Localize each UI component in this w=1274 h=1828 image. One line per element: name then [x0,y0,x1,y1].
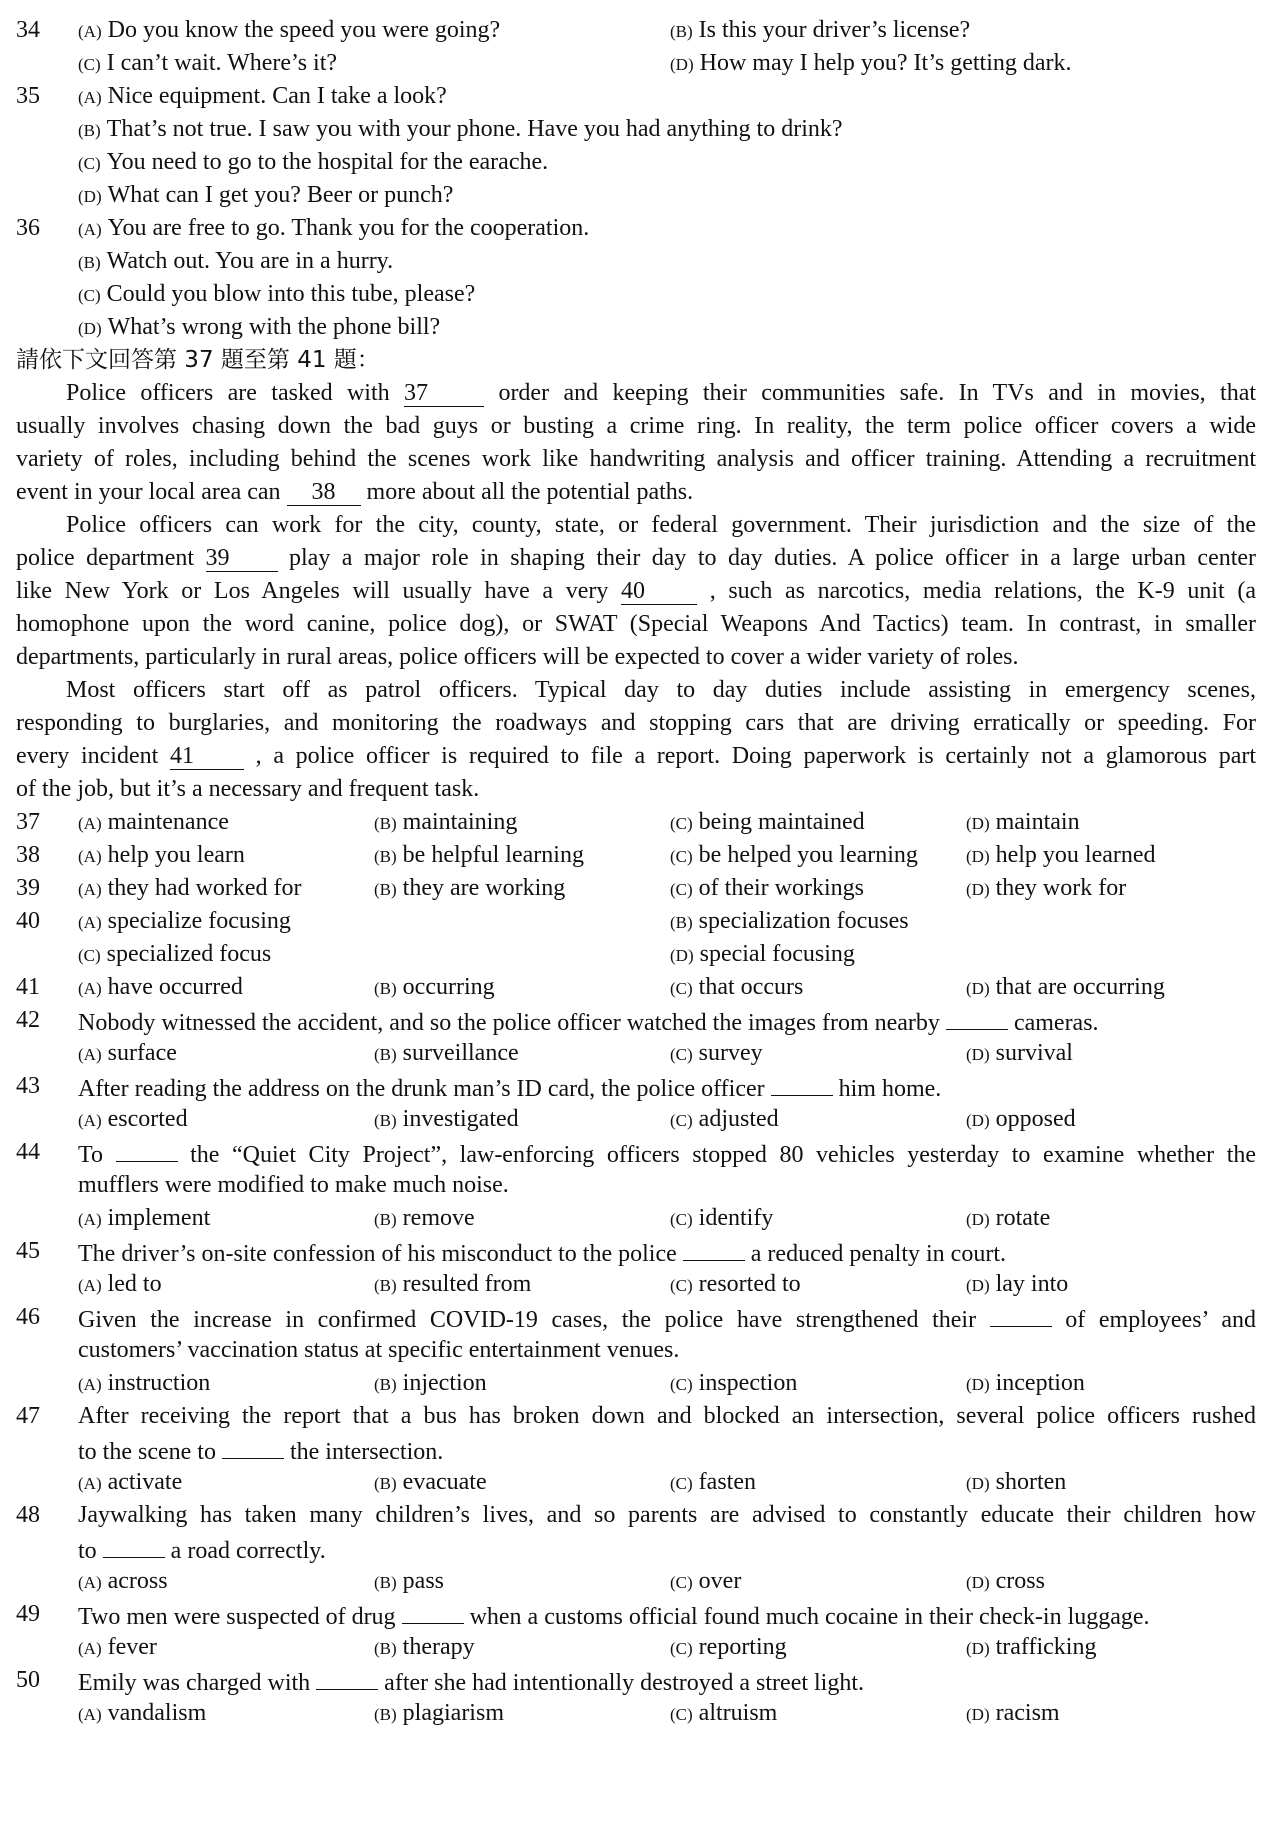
question-number: 35 [16,83,40,109]
option-d: (D) rotate [966,1205,1051,1231]
option-d: (D) How may I help you? It’s getting dark. [670,50,1072,76]
question-number: 37 [16,809,40,835]
blank-38: 38 [287,479,361,506]
option-a: (A) maintenance [78,809,229,835]
question-44 [0,1136,1256,1235]
passage-line: police department 39 play a major role in shaping their day to day duties. A police officer in a large urban center [16,545,1257,571]
instruction-text: 請依下文回答第 37 題至第 41 題： [16,347,380,373]
blank-39: 39 [206,545,278,572]
passage-line: variety of roles, including behind the scenes work like handwriting analysis and officer training. Attending a recruitment [16,446,1256,472]
option-a: (A) specialize focusing [78,908,291,934]
option-a: (A) implement [78,1205,211,1231]
option-d: (D) racism [966,1700,1060,1726]
question-number: 46 [16,1304,40,1330]
option-c: (C) identify [670,1205,774,1231]
question-stem-cont: mufflers were modified to make much noise. [78,1172,509,1198]
option-b: (B) resulted from [374,1271,532,1297]
answer-blank [683,1235,745,1261]
option-a: (A) Do you know the speed you were going? [78,17,501,43]
question-stem: Two men were suspected of drug when a customs official found much cocaine in their check-in luggage. [78,1598,1256,1631]
option-a: (A) Nice equipment. Can I take a look? [78,83,447,109]
option-a: (A) led to [78,1271,162,1297]
instruction-line [0,344,1256,377]
question-48 [0,1499,1256,1598]
question-36 [0,212,1256,344]
option-b: (B) they are working [374,875,566,901]
question-49 [0,1598,1256,1664]
option-b: (B) maintaining [374,809,518,835]
option-d: (D) special focusing [670,941,855,967]
question-stem: To the “Quiet City Project”, law-enforcing officers stopped 80 vehicles yesterday to examine whether the [78,1136,1256,1169]
option-c: (C) over [670,1568,742,1594]
option-d: (D) survival [966,1040,1073,1066]
option-b: (B) therapy [374,1634,475,1660]
option-d: (D) lay into [966,1271,1069,1297]
blank-40: 40 [621,578,697,605]
option-d: (D) cross [966,1568,1045,1594]
question-stem-cont: to the scene to the intersection. [78,1433,1256,1466]
question-number: 41 [16,974,40,1000]
passage-line: event in your local area can 38 more about all the potential paths. [16,479,694,505]
option-c: (C) fasten [670,1469,756,1495]
option-d: (D) What can I get you? Beer or punch? [78,182,454,208]
answer-blank [990,1301,1052,1327]
option-a: (A) fever [78,1634,157,1660]
question-50 [0,1664,1256,1730]
passage-line: departments, particularly in rural areas, police officers will be expected to cover a wider variety of roles. [16,644,1019,670]
option-b: (B) evacuate [374,1469,487,1495]
question-stem: Jaywalking has taken many children’s lives, and so parents are advised to constantly educate their children how [78,1502,1256,1528]
option-c: (C) survey [670,1040,763,1066]
passage-line: homophone upon the word canine, police dog), or SWAT (Special Weapons And Tactics) team. In contrast, in smaller [16,611,1256,637]
question-number: 48 [16,1502,40,1528]
option-c: (C) Could you blow into this tube, please? [78,281,476,307]
option-b: (B) That’s not true. I saw you with your phone. Have you had anything to drink? [78,116,843,142]
question-35 [0,80,1256,212]
answer-blank [116,1136,178,1162]
answer-blank [222,1433,284,1459]
option-a: (A) instruction [78,1370,211,1396]
option-d: (D) What’s wrong with the phone bill? [78,314,441,340]
question-number: 34 [16,17,40,43]
option-c: (C) of their workings [670,875,864,901]
question-number: 36 [16,215,40,241]
question-43 [0,1070,1256,1136]
option-a: (A) activate [78,1469,183,1495]
blank-37: 37 [404,380,484,407]
question-number: 43 [16,1073,40,1099]
question-number: 45 [16,1238,40,1264]
option-d: (D) that are occurring [966,974,1165,1000]
option-c: (C) being maintained [670,809,865,835]
option-c: (C) You need to go to the hospital for the earache. [78,149,549,175]
option-c: (C) that occurs [670,974,804,1000]
passage-line: usually involves chasing down the bad guys or busting a crime ring. In reality, the term police officer covers a wide [16,413,1256,439]
question-stem-cont: customers’ vaccination status at specific entertainment venues. [78,1337,680,1363]
question-number: 49 [16,1601,40,1627]
option-b: (B) injection [374,1370,487,1396]
question-number: 39 [16,875,40,901]
reading-passage [0,377,1256,806]
passage-line: every incident 41 , a police officer is required to file a report. Doing paperwork is certainly not a glamorous part [16,743,1257,769]
option-d: (D) shorten [966,1469,1067,1495]
question-46 [0,1301,1256,1400]
option-a: (A) vandalism [78,1700,207,1726]
question-stem-cont: to a road correctly. [78,1532,1256,1565]
passage-line: Police officers are tasked with 37 order and keeping their communities safe. In TVs and in movies, that [66,380,1257,406]
option-c: (C) be helped you learning [670,842,918,868]
question-stem: After receiving the report that a bus has broken down and blocked an intersection, several police officers rushed [78,1403,1256,1429]
question-39 [0,872,1256,905]
question-stem: After reading the address on the drunk man’s ID card, the police officer him home. [78,1070,1256,1103]
passage-line: Police officers can work for the city, county, state, or federal government. Their jurisdiction and the size of the [66,512,1256,538]
option-c: (C) altruism [670,1700,778,1726]
option-b: (B) Is this your driver’s license? [670,17,971,43]
option-b: (B) plagiarism [374,1700,504,1726]
question-stem: The driver’s on-site confession of his misconduct to the police a reduced penalty in court. [78,1235,1256,1268]
question-42 [0,1004,1256,1070]
option-a: (A) You are free to go. Thank you for the cooperation. [78,215,590,241]
option-b: (B) Watch out. You are in a hurry. [78,248,394,274]
option-a: (A) surface [78,1040,177,1066]
question-41 [0,971,1256,1004]
question-37 [0,806,1256,839]
question-number: 47 [16,1403,40,1429]
passage-line: like New York or Los Angeles will usually have a very 40 , such as narcotics, media relations, the K-9 unit (a [16,578,1257,604]
passage-line: of the job, but it’s a necessary and frequent task. [16,776,480,802]
option-d: (D) they work for [966,875,1127,901]
question-number: 44 [16,1139,40,1165]
question-40 [0,905,1256,971]
blank-41: 41 [170,743,244,770]
option-b: (B) occurring [374,974,495,1000]
passage-line: Most officers start off as patrol officers. Typical day to day duties include assisting in emergency scenes, [66,677,1256,703]
option-b: (B) specialization focuses [670,908,909,934]
question-number: 42 [16,1007,40,1033]
option-c: (C) specialized focus [78,941,272,967]
question-stem: Given the increase in confirmed COVID-19 cases, the police have strengthened their of employees’ and [78,1301,1256,1334]
question-45 [0,1235,1256,1301]
option-c: (C) inspection [670,1370,798,1396]
answer-blank [402,1598,464,1624]
option-a: (A) have occurred [78,974,243,1000]
question-number: 40 [16,908,40,934]
option-b: (B) remove [374,1205,475,1231]
question-stem: Emily was charged with after she had intentionally destroyed a street light. [78,1664,1256,1697]
option-c: (C) reporting [670,1634,787,1660]
question-38 [0,839,1256,872]
passage-line: responding to burglaries, and monitoring the roadways and stopping cars that are driving erratically or speeding. For [16,710,1256,736]
question-stem: Nobody witnessed the accident, and so the police officer watched the images from nearby cameras. [78,1004,1256,1037]
option-c: (C) I can’t wait. Where’s it? [78,50,338,76]
option-d: (D) opposed [966,1106,1076,1132]
option-c: (C) resorted to [670,1271,801,1297]
option-c: (C) adjusted [670,1106,779,1132]
option-b: (B) be helpful learning [374,842,584,868]
question-number: 50 [16,1667,40,1693]
question-34 [0,14,1256,80]
answer-blank [103,1532,165,1558]
option-a: (A) escorted [78,1106,188,1132]
answer-blank [771,1070,833,1096]
option-b: (B) pass [374,1568,445,1594]
option-b: (B) investigated [374,1106,519,1132]
option-d: (D) inception [966,1370,1085,1396]
option-a: (A) across [78,1568,168,1594]
option-d: (D) help you learned [966,842,1156,868]
question-number: 38 [16,842,40,868]
option-b: (B) surveillance [374,1040,519,1066]
answer-blank [946,1004,1008,1030]
option-a: (A) help you learn [78,842,245,868]
option-a: (A) they had worked for [78,875,302,901]
answer-blank [316,1664,378,1690]
question-47 [0,1400,1256,1499]
option-d: (D) trafficking [966,1634,1097,1660]
option-d: (D) maintain [966,809,1080,835]
